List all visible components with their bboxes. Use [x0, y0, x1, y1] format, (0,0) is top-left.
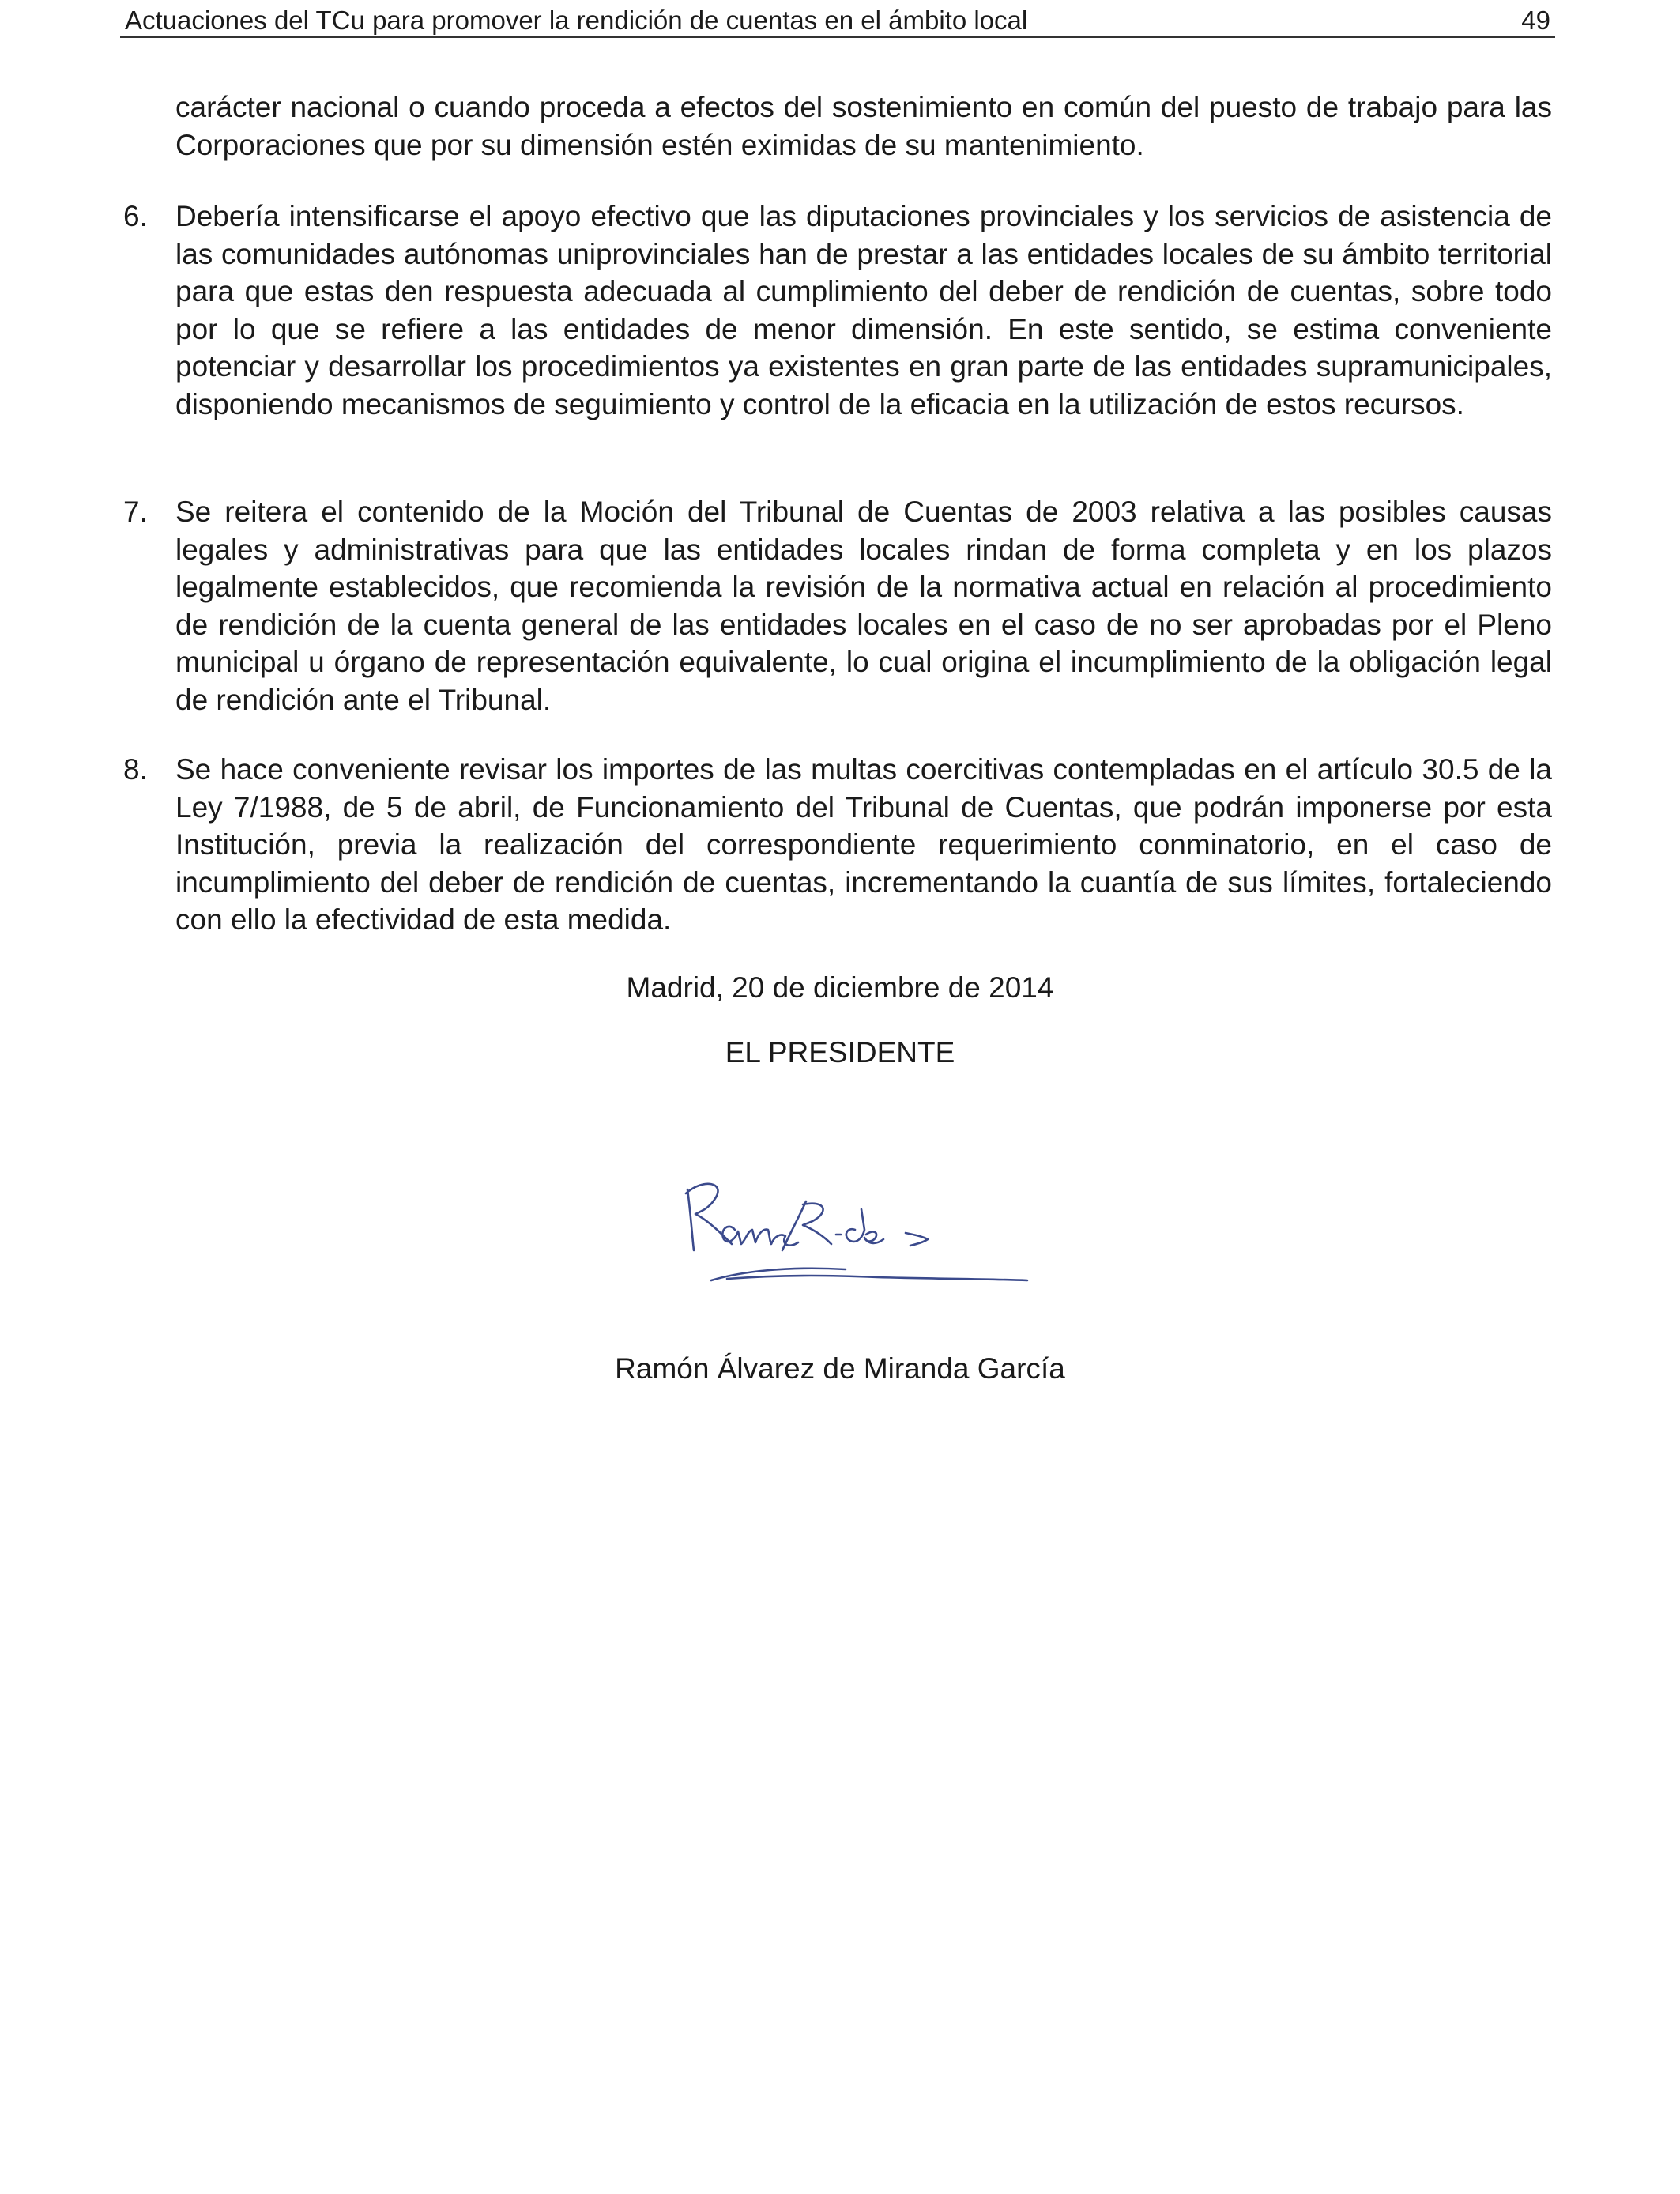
item-text-6: Debería intensificarse el apoyo efectivo que las diputaciones provinciales y los servicios de asistencia de las comunidades autónomas uniprovinciales han de prestar a las entidades locales de su ámbito territorial para que estas den respuesta adecuada al cumplimiento del deber de rendición de cuentas, sobre todo por lo que se refiere a las entidades de menor dimensión. En este sentido, se estima conveniente potenciar y desarrollar los procedimientos ya existentes en gran parte de las entidades supramunicipales, disponiendo mecanismos de seguimiento y control de la eficacia en la utilización de estos recursos.	[175, 200, 1552, 420]
place-date: Madrid, 20 de diciembre de 2014	[626, 971, 1054, 1004]
item-number-8: 8.	[123, 753, 148, 786]
header-title: Actuaciones del TCu para promover la rendición de cuentas en el ámbito local	[125, 6, 1028, 35]
signatory-name: Ramón Álvarez de Miranda García	[615, 1352, 1065, 1385]
signatory-role: EL PRESIDENTE	[725, 1036, 955, 1069]
page-number: 49	[1521, 6, 1550, 35]
item-text-8: Se hace conveniente revisar los importes de las multas coercitivas contempladas en el artículo 30.5 de la Ley 7/1988, de 5 de abril, de Funcionamiento del Tribunal de Cuentas, que podrán imponerse por esta Institución, previa la realización del correspondiente requerimiento conminatorio, en el caso de incumplimiento del deber de rendición de cuentas, incrementando la cuantía de sus límites, fortaleciendo con ello la efectividad de esta medida.	[175, 753, 1552, 936]
handwritten-signature	[680, 1154, 1090, 1296]
item-number-6: 6.	[123, 200, 148, 232]
item-text-7: Se reitera el contenido de la Moción del Tribunal de Cuentas de 2003 relativa a las posibles causas legales y administrativas para que las entidades locales rindan de forma completa y en los plazos legalmente establecidos, que recomienda la revisión de la normativa actual en relación al procedimiento de rendición de la cuenta general de las entidades locales en el caso de no ser aprobadas por el Pleno municipal u órgano de representación equivalente, lo cual origina el incumplimiento de la obligación legal de rendición ante el Tribunal.	[175, 496, 1552, 716]
page-header	[120, 5, 1555, 38]
item-number-7: 7.	[123, 496, 148, 528]
continuation-paragraph: carácter nacional o cuando proceda a efectos del sostenimiento en común del puesto de trabajo para las Corporaciones que por su dimensión estén eximidas de su mantenimiento.	[175, 91, 1552, 161]
